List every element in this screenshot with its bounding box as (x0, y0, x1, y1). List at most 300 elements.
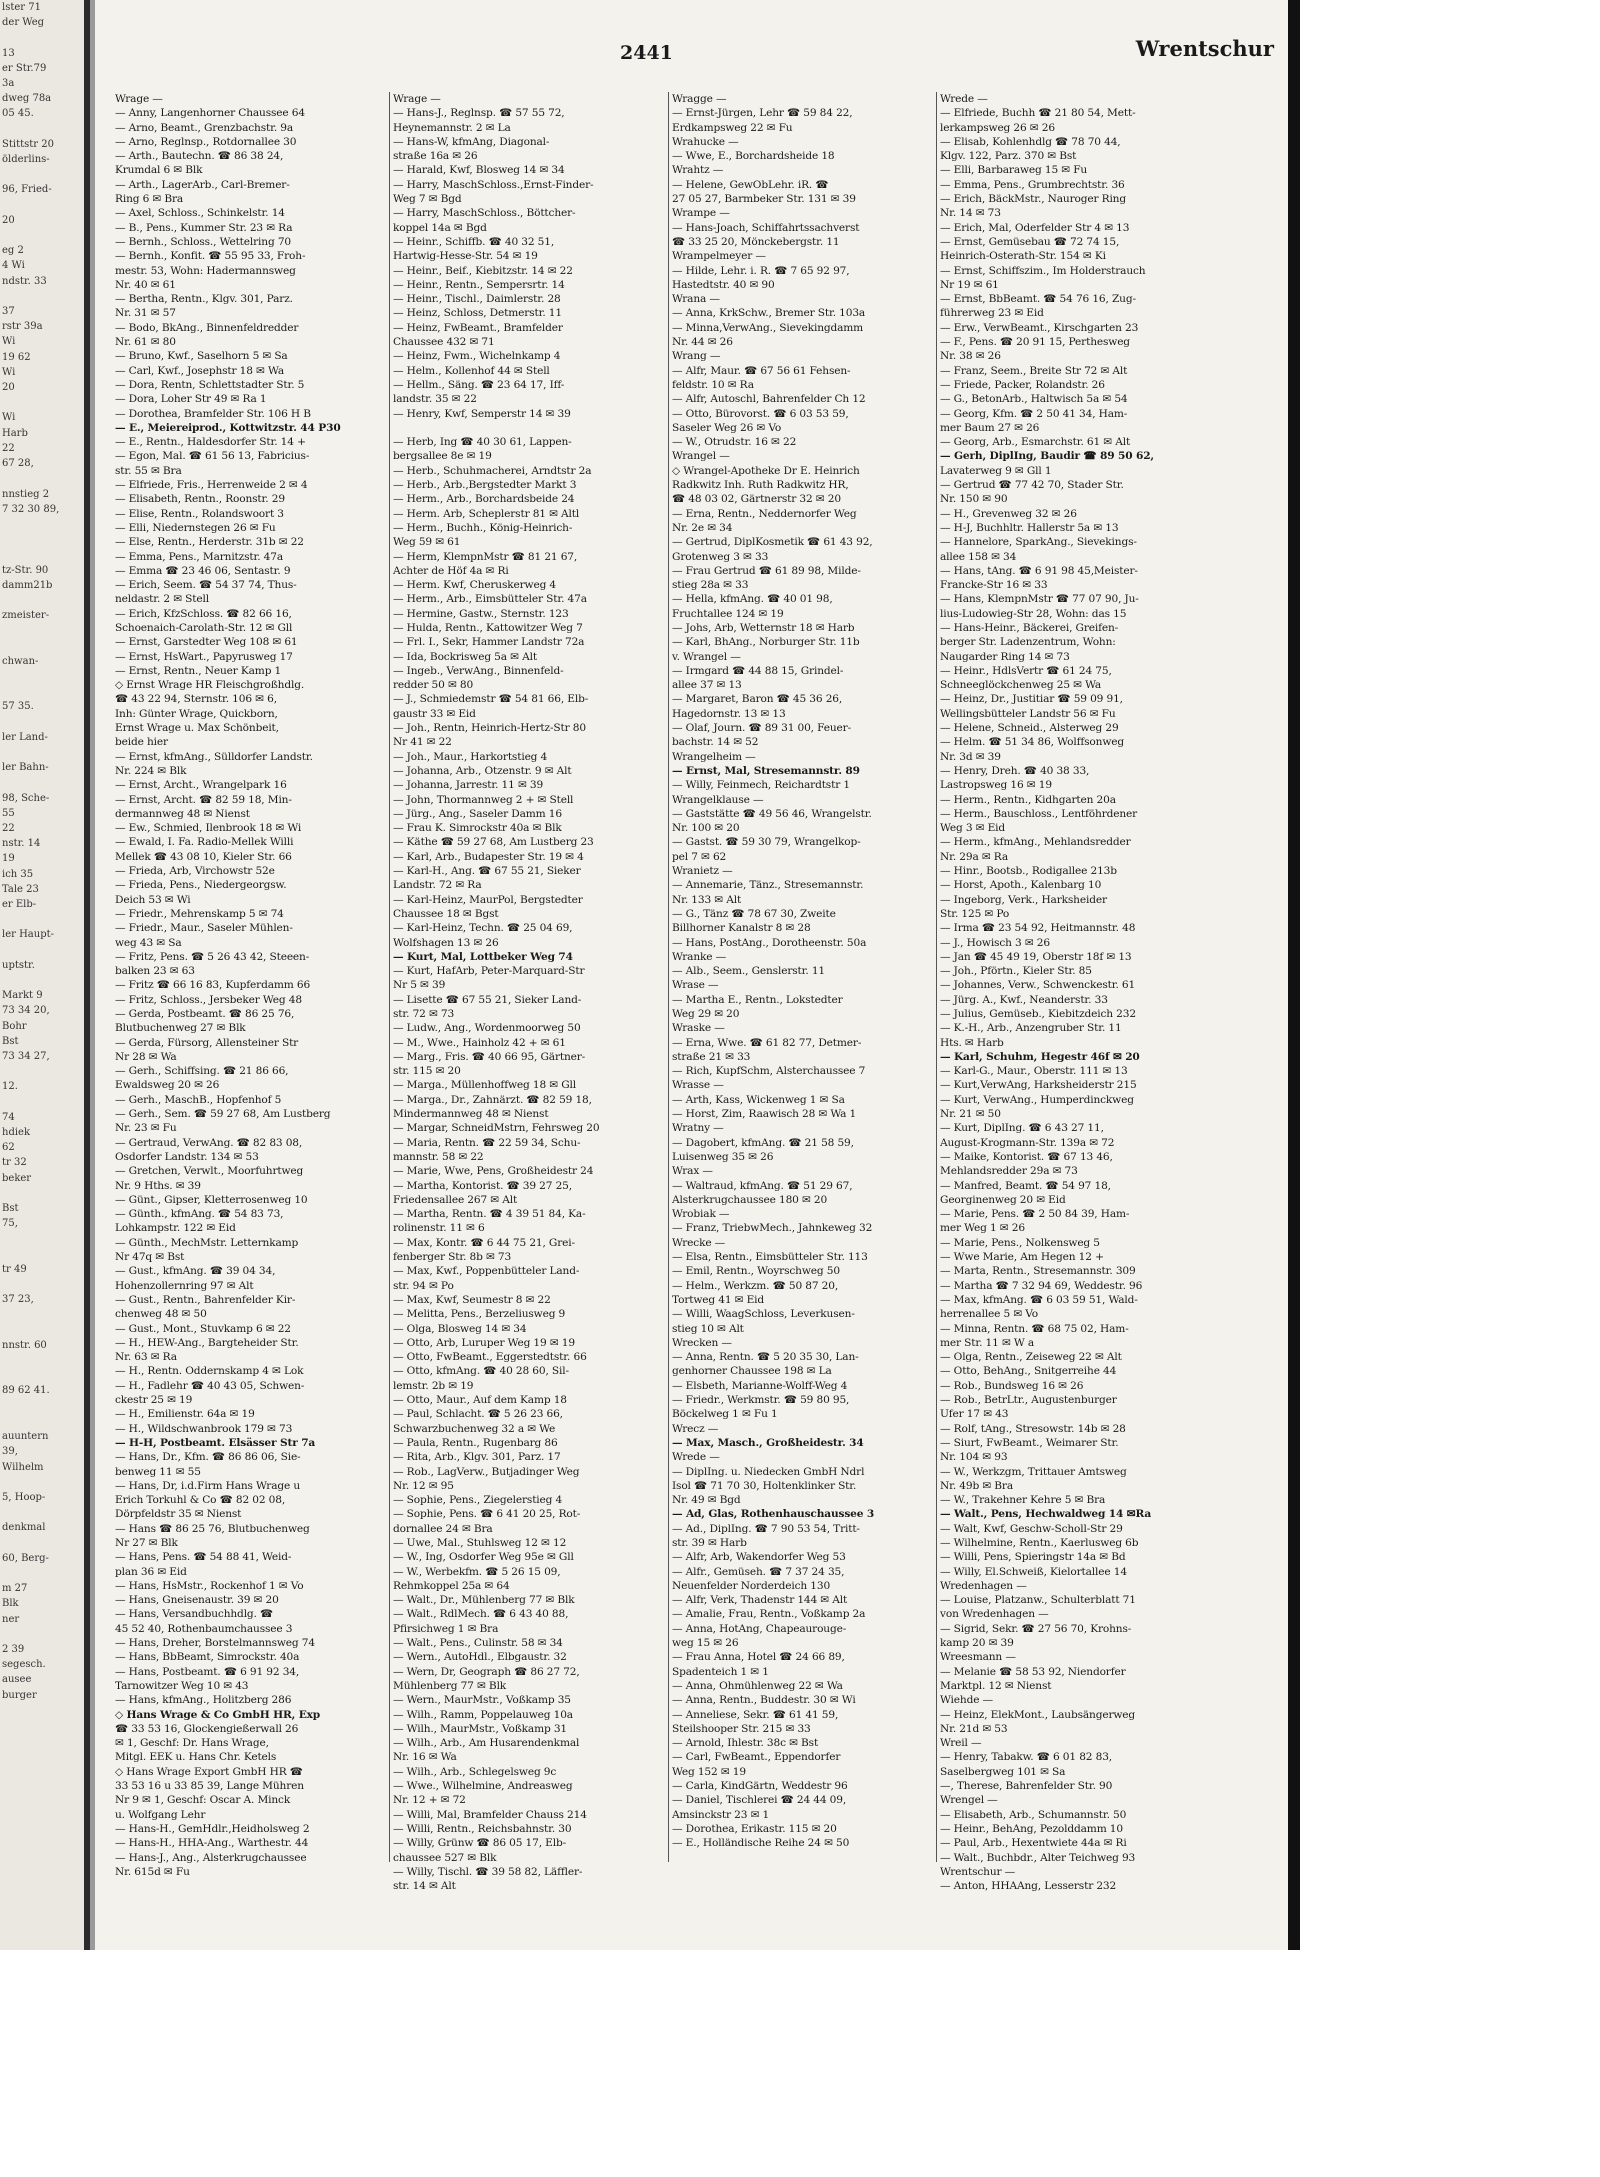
previous-page-fragment: nstr. 14 (2, 838, 41, 850)
directory-entry: — Karl, BhAng., Norburger Str. 11b (672, 636, 860, 649)
previous-page-fragment: 5, Hoop- (2, 1491, 46, 1503)
directory-entry: — Günt., Gipser, Kletterrosenweg 10 (115, 1193, 308, 1206)
directory-entry: Klgv. 122, Parz. 370 ✉ Bst (940, 150, 1077, 163)
directory-entry: Mellek ☎ 43 08 10, Kieler Str. 66 (115, 850, 292, 863)
directory-entry: — DiplIng. u. Niedecken GmbH Ndrl (672, 1465, 865, 1478)
directory-entry: — Ida, Bockrisweg 5a ✉ Alt (393, 650, 537, 663)
directory-entry: Mühlenberg 77 ✉ Blk (393, 1679, 507, 1692)
previous-page-fragment (0, 775, 84, 790)
directory-entry: Nr. 61 ✉ 80 (115, 336, 176, 349)
directory-entry: — Minna,VerwAng., Sievekingdamm (672, 321, 864, 334)
directory-entry: Weg 59 ✉ 61 (393, 536, 461, 549)
directory-entry: — Marie, Pens., Nolkensweg 5 (940, 1236, 1100, 1249)
directory-entry: — Olga, Rentn., Zeiseweg 22 ✉ Alt (940, 1351, 1122, 1364)
previous-page-fragment: rstr 39a (2, 321, 43, 333)
directory-entry: — Hans, Pens. ☎ 54 88 41, Weid- (115, 1551, 292, 1564)
previous-page-fragment: 13 (2, 47, 15, 59)
directory-entry: — Ernst, Archt. ☎ 82 59 18, Min- (115, 793, 292, 806)
directory-entry: — Friedr., Maur., Saseler Mühlen- (115, 922, 293, 935)
directory-entry: — Olga, Blosweg 14 ✉ 34 (393, 1322, 527, 1335)
directory-entry: Nr. 615d ✉ Fu (115, 1865, 190, 1878)
directory-entry: lius-Ludowieg-Str 28, Wohn: das 15 (940, 607, 1127, 620)
directory-entry: — Alfr., Gemüseh. ☎ 7 37 24 35, (672, 1565, 845, 1578)
directory-entry: — Olaf, Journ. ☎ 89 31 00, Feuer- (672, 722, 851, 735)
directory-entry: weg 15 ✉ 26 (672, 1637, 739, 1650)
directory-entry: Nr. 9 Hths. ✉ 39 (115, 1179, 201, 1192)
directory-entry: — W., Otrudstr. 16 ✉ 22 (672, 436, 797, 449)
directory-entry: — Sophie, Pens. ☎ 6 41 20 25, Rot- (393, 1508, 581, 1521)
directory-entry: — Ad, Glas, Rothenhauschaussee 3 (672, 1508, 875, 1521)
previous-page-fragment (0, 1095, 84, 1110)
directory-entry: Nr. 63 ✉ Ra (115, 1351, 177, 1364)
directory-entry: — Anna, HotAng, Chapeaurouge- (672, 1622, 847, 1635)
directory-entry: herrenallee 5 ✉ Vo (940, 1308, 1039, 1321)
directory-entry: — Carl, FwBeamt., Eppendorfer (672, 1751, 841, 1764)
directory-entry: — Emil, Rentn., Woyrschweg 50 (672, 1265, 840, 1278)
previous-page-fragment: Wi (2, 412, 16, 424)
directory-entry: — Erich, KfzSchloss. ☎ 82 66 16, (115, 607, 292, 620)
directory-entry: — Emma, Pens., Grumbrechtstr. 36 (940, 178, 1125, 191)
directory-entry: — Martha, Kontorist. ☎ 39 27 25, (393, 1179, 572, 1192)
surname-heading: Wrangel — (672, 450, 730, 463)
directory-entry: — Johs, Arb, Wetternstr 18 ✉ Harb (672, 621, 855, 634)
directory-entry: — J., Howisch 3 ✉ 26 (940, 936, 1050, 949)
directory-entry: Hartwig-Hesse-Str. 54 ✉ 19 (393, 250, 538, 263)
directory-entry: — Maria, Rentn. ☎ 22 59 34, Schu- (393, 1136, 581, 1149)
previous-page-fragment (0, 517, 84, 532)
directory-entry: — H-H, Postbeamt. Elsässer Str 7a (115, 1436, 316, 1449)
directory-entry: — Ernst-Jürgen, Lehr ☎ 59 84 22, (672, 107, 853, 120)
directory-entry: — Ewald, I. Fa. Radio-Mellek Willi (115, 836, 294, 849)
directory-entry: — Herb., Arb.,Bergstedter Markt 3 (393, 479, 577, 492)
directory-entry: — Joh., Rentn, Heinrich-Hertz-Str 80 (393, 722, 586, 735)
directory-entry: — Fritz ☎ 66 16 83, Kupferdamm 66 (115, 979, 311, 992)
directory-entry: — Hans, kfmAng., Holitzberg 286 (115, 1694, 292, 1707)
directory-entry: Alsterkrugchaussee 180 ✉ 20 (672, 1193, 828, 1206)
previous-page-fragment: zmeister- (2, 610, 50, 622)
directory-entry: Grotenweg 3 ✉ 33 (672, 550, 769, 563)
directory-entry: Nr 27 ✉ Blk (115, 1536, 178, 1549)
directory-entry: Billhorner Kanalstr 8 ✉ 28 (672, 922, 811, 935)
directory-entry: — Herm., Arb., Eimsbütteler Str. 47a (393, 593, 587, 606)
directory-entry: — Rolf, tAng., Stresowstr. 14b ✉ 28 (940, 1422, 1126, 1435)
previous-page-fragment: ölderlins- (2, 154, 50, 166)
directory-entry: — Gerda, Postbeamt. ☎ 86 25 76, (115, 1008, 295, 1020)
previous-page-fragment (0, 30, 84, 45)
directory-entry: — Anna, Rentn. ☎ 5 20 35 30, Lan- (672, 1351, 859, 1364)
previous-page-fragment (0, 1277, 84, 1292)
directory-entry: — Herm, KlempnMstr ☎ 81 21 67, (393, 550, 578, 563)
previous-page-fragment: 57 35. (2, 701, 34, 713)
directory-entry: — Rob., LagVerw., Butjadinger Weg (393, 1465, 580, 1478)
directory-entry: — Arno, Beamt., Grenzbachstr. 9a (115, 121, 294, 134)
directory-entry: — Emma ☎ 23 46 06, Sentastr. 9 (115, 564, 291, 577)
directory-entry: — Frau K. Simrockstr 40a ✉ Blk (393, 822, 562, 835)
previous-page-fragment: 3a (2, 78, 15, 90)
directory-entry: beide hier (115, 736, 168, 749)
directory-entry: — Gerh., MaschB., Hopfenhof 5 (115, 1093, 282, 1106)
directory-entry: koppel 14a ✉ Bgd (393, 221, 487, 234)
directory-entry: — Heinz, Schloss, Detmerstr. 11 (393, 307, 562, 320)
directory-entry: — Walt., Dr., Mühlenberg 77 ✉ Blk (393, 1594, 575, 1607)
directory-entry: — Heinr., Beif., Kiebitzstr. 14 ✉ 22 (393, 264, 573, 277)
directory-entry: genhorner Chaussee 198 ✉ La (672, 1365, 832, 1378)
directory-entry: — E., Meiereiprod., Kottwitzstr. 44 P30 (115, 421, 341, 434)
directory-entry: fenberger Str. 8b ✉ 73 (393, 1251, 512, 1264)
directory-entry: — Daniel, Tischlerei ☎ 24 44 09, (672, 1794, 847, 1807)
directory-entry: Ring 6 ✉ Bra (115, 193, 184, 206)
directory-entry: — Henry, Kwf, Semperstr 14 ✉ 39 (393, 407, 571, 420)
directory-entry: — Dagobert, kfmAng. ☎ 21 58 59, (672, 1136, 854, 1149)
directory-entry: Hagedornstr. 13 ✉ 13 (672, 707, 786, 720)
directory-entry: — Louise, Platzanw., Schulterblatt 71 (940, 1594, 1136, 1607)
directory-entry: ◇ Wrangel-Apotheke Dr E. Heinrich (672, 464, 860, 477)
directory-entry: — Hans, Gneisenaustr. 39 ✉ 20 (115, 1594, 279, 1607)
directory-entry: Chaussee 432 ✉ 71 (393, 336, 495, 349)
directory-entry: — Annemarie, Tänz., Stresemannstr. (672, 879, 864, 892)
directory-entry: — Hans ☎ 86 25 76, Blutbuchenweg (115, 1522, 310, 1535)
page-header (100, 28, 1274, 68)
directory-entry: — H., HEW-Ang., Bargteheider Str. (115, 1336, 299, 1349)
surname-heading: Wrangelklause — (672, 793, 764, 806)
directory-entry: Nr. 23 ✉ Fu (115, 1122, 177, 1135)
directory-entry: — Elfriede, Fris., Herrenweide 2 ✉ 4 (115, 479, 308, 492)
surname-heading: Wraske — (672, 1022, 725, 1035)
directory-entry: — Johanna, Arb., Otzenstr. 9 ✉ Alt (393, 764, 572, 777)
directory-entry: — Rita, Arb., Klgv. 301, Parz. 17 (393, 1451, 561, 1464)
previous-page-fragment (0, 1536, 84, 1551)
directory-entry: — Jan ☎ 45 49 19, Oberstr 18f ✉ 13 (940, 950, 1132, 963)
directory-entry: Nr 47q ✉ Bst (115, 1251, 185, 1264)
directory-entry: — Max, Masch., Großheidestr. 34 (672, 1436, 864, 1449)
directory-entry: — Siurt, FwBeamt., Weimarer Str. (940, 1436, 1119, 1449)
previous-page-fragment (0, 471, 84, 486)
directory-entry: — Friede, Packer, Rolandstr. 26 (940, 378, 1105, 391)
directory-entry: — Erna, Rentn., Neddernorfer Weg (672, 507, 857, 520)
previous-page-fragment: 7 32 30 89, (2, 503, 60, 515)
directory-entry: str. 55 ✉ Bra (115, 464, 182, 477)
previous-page-fragment (0, 943, 84, 958)
directory-entry: — B., Pens., Kummer Str. 23 ✉ Ra (115, 221, 293, 234)
directory-entry: — Arno, Reglnsp., Rotdornallee 30 (115, 135, 297, 148)
directory-entry: — Karl, Arb., Budapester Str. 19 ✉ 4 (393, 850, 584, 863)
directory-entry: — Ernst, Mal, Stresemannstr. 89 (672, 764, 860, 777)
directory-entry: — Anna, Ohmühlenweg 22 ✉ Wa (672, 1679, 843, 1692)
directory-entry: — Ernst, Garstedter Weg 108 ✉ 61 (115, 636, 298, 649)
previous-page-fragment: Wilhelm (2, 1461, 44, 1473)
directory-entry: — Sigrid, Sekr. ☎ 27 56 70, Krohns- (940, 1622, 1132, 1635)
directory-entry: — Hans-W, kfmAng, Diagonal- (393, 135, 550, 148)
directory-entry: — Walt., Buchbdr., Alter Teichweg 93 (940, 1851, 1136, 1864)
directory-entry: Isol ☎ 71 70 30, Holtenklinker Str. (672, 1479, 857, 1492)
previous-page-fragment: 2 39 (2, 1643, 25, 1655)
directory-entry: — Heinr., Schiffb. ☎ 40 32 51, (393, 235, 555, 248)
previous-page-fragment: 73 34 20, (2, 1005, 50, 1017)
surname-heading: Wreil — (940, 1737, 982, 1750)
directory-entry: — Hans, KlempnMstr ☎ 77 07 90, Ju- (940, 593, 1139, 606)
directory-entry: — Alb., Seem., Genslerstr. 11 (672, 965, 825, 978)
directory-entry: balken 23 ✉ 63 (115, 965, 195, 978)
directory-entry: — Maike, Kontorist. ☎ 67 13 46, (940, 1150, 1113, 1163)
previous-page-fragment (0, 1247, 84, 1262)
directory-column-1 (115, 92, 385, 1878)
directory-entry: Nr. 12 + ✉ 72 (393, 1794, 466, 1807)
previous-page-fragment: 55 (2, 807, 15, 819)
directory-entry: — Alfr, Verk, Thadenstr 144 ✉ Alt (672, 1594, 848, 1607)
directory-entry: stieg 10 ✉ Alt (672, 1322, 744, 1335)
previous-page-fragment: damm21b (2, 579, 53, 591)
directory-entry: — H., Grevenweg 32 ✉ 26 (940, 507, 1077, 520)
directory-entry: Chaussee 18 ✉ Bgst (393, 907, 499, 920)
directory-entry: Mitgl. EEK u. Hans Chr. Ketels (115, 1751, 277, 1764)
directory-column-3 (672, 92, 932, 1862)
directory-entry: — Wilhelmine, Rentn., Kaerlusweg 6b (940, 1536, 1139, 1549)
directory-entry: Lohkampstr. 122 ✉ Eid (115, 1222, 236, 1235)
directory-entry: Nr. 21d ✉ 53 (940, 1722, 1008, 1735)
previous-page-fragment: 62 (2, 1142, 15, 1154)
previous-page-fragment: 37 (2, 306, 15, 318)
directory-entry: — Jürg. A., Kwf., Neanderstr. 33 (940, 993, 1108, 1006)
directory-entry: Nr. 38 ✉ 26 (940, 350, 1001, 363)
directory-entry: straße 21 ✉ 33 (672, 1050, 751, 1063)
previous-page-fragment: hdiek (2, 1127, 31, 1139)
previous-page-fragment: ler Bahn- (2, 762, 49, 774)
previous-page-fragment: burger (2, 1689, 37, 1701)
previous-page-fragment (0, 639, 84, 654)
directory-entry: — Willi, WaagSchloss, Leverkusen- (672, 1308, 855, 1321)
previous-page-edge (0, 0, 90, 1950)
previous-page-fragment: 39, (2, 1446, 18, 1458)
directory-entry: — Ew., Schmied, Ilenbrook 18 ✉ Wi (115, 822, 302, 835)
directory-entry: Ufer 17 ✉ 43 (940, 1408, 1009, 1421)
directory-entry: Francke-Str 16 ✉ 33 (940, 579, 1048, 592)
directory-entry: Landstr. 72 ✉ Ra (393, 879, 482, 892)
surname-heading: Wrampelmeyer — (672, 250, 766, 263)
running-head: Wrentschur (1135, 36, 1274, 61)
directory-entry: — Otto, Maur., Auf dem Kamp 18 (393, 1394, 567, 1407)
directory-entry: Radkwitz Inh. Ruth Radkwitz HR, (672, 479, 849, 492)
directory-entry: — Hans, tAng. ☎ 6 91 98 45,Meister- (940, 564, 1138, 577)
directory-entry: — Joh., Pförtn., Kieler Str. 85 (940, 965, 1092, 978)
directory-entry: — Herm., Rentn., Kidhgarten 20a (940, 793, 1116, 806)
directory-entry: — Lisette ☎ 67 55 21, Sieker Land- (393, 993, 582, 1006)
directory-entry: Str. 125 ✉ Po (940, 907, 1010, 920)
previous-page-fragment: 60, Berg- (2, 1552, 49, 1564)
previous-page-fragment: 20 (2, 214, 15, 226)
directory-entry: bergsallee 8e ✉ 19 (393, 450, 492, 463)
directory-entry: — Otto, FwBeamt., Eggerstedtstr. 66 (393, 1351, 587, 1364)
directory-entry: — Hans-J., Reglnsp. ☎ 57 55 72, (393, 107, 565, 120)
directory-entry: — Ernst, Schiffszim., Im Holderstrauch (940, 264, 1146, 277)
directory-entry: — Gerh, DiplIng, Baudir ☎ 89 50 62, (940, 450, 1154, 463)
directory-entry: — Margar, SchneidMstrn, Fehrsweg 20 (393, 1122, 600, 1135)
directory-entry: Nr. 150 ✉ 90 (940, 493, 1008, 506)
directory-entry: bachstr. 14 ✉ 52 (672, 736, 759, 749)
directory-entry: — G., BetonArb., Haltwisch 5a ✉ 54 (940, 393, 1128, 406)
directory-entry: — Dorothea, Bramfelder Str. 106 H B (115, 407, 311, 420)
directory-entry: — Elsa, Rentn., Eimsbütteler Str. 113 (672, 1251, 868, 1264)
directory-column-4 (940, 92, 1185, 1893)
directory-entry: ☎ 33 25 20, Mönckebergstr. 11 (672, 235, 840, 248)
directory-entry: Nr 28 ✉ Wa (115, 1050, 177, 1063)
directory-entry: Georginenweg 20 ✉ Eid (940, 1193, 1066, 1206)
directory-entry: neldastr. 2 ✉ Stell (115, 593, 209, 606)
previous-page-fragment (0, 547, 84, 562)
scan-edge (1288, 0, 1300, 1950)
surname-heading: Wreesmann — (940, 1651, 1016, 1664)
directory-entry: ckestr 25 ✉ 19 (115, 1394, 193, 1407)
directory-entry: — Irma ☎ 23 54 92, Heitmannstr. 48 (940, 922, 1136, 935)
previous-page-fragment (0, 198, 84, 213)
directory-entry: — G., Tänz ☎ 78 67 30, Zweite (672, 907, 836, 920)
directory-entry: — Hans, Dr., Kfm. ☎ 86 86 06, Sie- (115, 1451, 301, 1464)
directory-entry: — Axel, Schloss., Schinkelstr. 14 (115, 207, 285, 220)
directory-entry: Lavaterweg 9 ✉ Gll 1 (940, 464, 1052, 477)
previous-page-fragment (0, 1064, 84, 1079)
previous-page-fragment: segesch. (2, 1659, 46, 1671)
previous-page-fragment (0, 289, 84, 304)
directory-entry: — Heinz, Fwm., Wichelnkamp 4 (393, 350, 561, 363)
surname-heading: Wratny — (672, 1122, 724, 1135)
directory-entry: allee 37 ✉ 13 (672, 679, 742, 692)
surname-heading: v. Wrangel — (672, 650, 741, 663)
directory-entry: u. Wolfgang Lehr (115, 1808, 206, 1821)
directory-entry: — Günth., MechMstr. Letternkamp (115, 1236, 299, 1249)
previous-page-fragment: ausee (2, 1674, 32, 1686)
directory-entry: mer Weg 1 ✉ 26 (940, 1222, 1025, 1235)
directory-entry: — Karl-Heinz, Techn. ☎ 25 04 69, (393, 922, 573, 935)
directory-entry: — Frieda, Arb, Virchowstr 52e (115, 865, 275, 878)
previous-page-fragment: m 27 (2, 1583, 28, 1595)
directory-entry: — Ernst, Rentn., Neuer Kamp 1 (115, 664, 282, 677)
directory-entry: — Walt., Pens., Culinstr. 58 ✉ 34 (393, 1637, 563, 1650)
directory-entry: Nr 41 ✉ 22 (393, 736, 452, 749)
directory-entry: — Gaststätte ☎ 49 56 46, Wrangelstr. (672, 807, 872, 820)
directory-entry: — Anna, Rentn., Buddestr. 30 ✉ Wi (672, 1694, 856, 1707)
directory-entry: — Alfr, Autoschl, Bahrenfelder Ch 12 (672, 393, 866, 406)
directory-entry: — Johannes, Verw., Schwenckestr. 61 (940, 979, 1136, 992)
directory-entry: Inh: Günter Wrage, Quickborn, (115, 707, 278, 720)
surname-heading: Wrangelheim — (672, 750, 756, 763)
directory-entry: — Hilde, Lehr. i. R. ☎ 7 65 92 97, (672, 264, 850, 277)
directory-entry: — Dorothea, Erikastr. 115 ✉ 20 (672, 1822, 837, 1835)
directory-entry: — Martha E., Rentn., Lokstedter (672, 993, 843, 1006)
directory-entry: Nr. 31 ✉ 57 (115, 307, 176, 320)
directory-entry: — Friedr., Mehrenskamp 5 ✉ 74 (115, 907, 284, 920)
directory-entry: — Willy, El.Schweiß, Kielortallee 14 (940, 1565, 1127, 1578)
directory-entry: — Alfr, Arb, Wakendorfer Weg 53 (672, 1551, 846, 1564)
directory-entry: — H., Wildschwanbrook 179 ✉ 73 (115, 1422, 293, 1435)
directory-entry: Wolfshagen 13 ✉ 26 (393, 936, 499, 949)
directory-entry: — Hans, BbBeamt, Simrockstr. 40a (115, 1651, 300, 1664)
directory-entry: — Henry, Dreh. ☎ 40 38 33, (940, 764, 1090, 777)
directory-entry: Fruchtallee 124 ✉ 19 (672, 607, 784, 620)
surname-heading: Wrage — (393, 93, 441, 105)
directory-entry: — F., Pens. ☎ 20 91 15, Perthesweg (940, 336, 1130, 349)
directory-entry: — Wern., MaurMstr., Voßkamp 35 (393, 1694, 571, 1707)
directory-entry: lemstr. 2b ✉ 19 (393, 1379, 474, 1392)
directory-entry: mannstr. 58 ✉ 22 (393, 1150, 484, 1163)
surname-heading: Wrede — (672, 1451, 720, 1464)
previous-page-fragment: 89 62 41. (2, 1385, 50, 1397)
directory-entry: dornallee 24 ✉ Bra (393, 1522, 493, 1535)
directory-entry: — E., Holländische Reihe 24 ✉ 50 (672, 1837, 850, 1850)
directory-entry: Tortweg 41 ✉ Eid (672, 1293, 765, 1306)
directory-entry: Tarnowitzer Weg 10 ✉ 43 (115, 1679, 249, 1692)
directory-column-2 (393, 92, 663, 1893)
directory-entry: Böckelweg 1 ✉ Fu 1 (672, 1408, 778, 1421)
directory-entry: — Hellm., Säng. ☎ 23 64 17, Iff- (393, 378, 565, 391)
directory-entry: — Wern., AutoHdl., Elbgaustr. 32 (393, 1651, 567, 1664)
surname-heading: Wredenhagen — (940, 1579, 1027, 1592)
directory-entry: Krumdal 6 ✉ Blk (115, 164, 203, 177)
directory-entry: — Anny, Langenhorner Chaussee 64 (115, 107, 305, 120)
directory-entry: Blutbuchenweg 27 ✉ Blk (115, 1022, 246, 1035)
directory-entry: — Harry, MaschSchloss.,Ernst-Finder- (393, 178, 594, 191)
directory-entry: — Harald, Kwf, Blosweg 14 ✉ 34 (393, 164, 565, 177)
directory-entry: Nr 19 ✉ 61 (940, 278, 999, 291)
directory-entry: feldstr. 10 ✉ Ra (672, 378, 754, 391)
directory-entry: — Carl, Kwf., Josephstr 18 ✉ Wa (115, 364, 284, 377)
directory-entry: — Horst, Zim, Raawisch 28 ✉ Wa 1 (672, 1108, 857, 1121)
directory-entry: Hohenzollernring 97 ✉ Alt (115, 1279, 254, 1292)
directory-entry: — W., Werkzgm, Trittauer Amtsweg (940, 1465, 1127, 1478)
surname-heading: Wrobiak — (672, 1208, 730, 1221)
previous-page-fragment: nnstieg 2 (2, 488, 50, 500)
directory-entry: — Elisabeth, Rentn., Roonstr. 29 (115, 493, 285, 506)
previous-page-fragment (0, 684, 84, 699)
previous-page-fragment: lster 71 (2, 2, 41, 13)
directory-entry: — Irmgard ☎ 44 88 15, Grindel- (672, 664, 844, 677)
directory-entry: — Henry, Tabakw. ☎ 6 01 82 83, (940, 1751, 1113, 1764)
directory-entry: — Frl. I., Sekr, Hammer Landstr 72a (393, 636, 585, 649)
directory-entry: — Ad., DiplIng. ☎ 7 90 53 54, Tritt- (672, 1522, 860, 1535)
directory-entry: — Waltraud, kfmAng. ☎ 51 29 67, (672, 1179, 853, 1192)
surname-heading: Wrage — (115, 93, 163, 105)
directory-entry: — H., Fadlehr ☎ 40 43 05, Schwen- (115, 1379, 305, 1392)
directory-entry: — Heinr., Rentn., Sempersrtr. 14 (393, 278, 565, 291)
directory-entry: — Paul, Schlacht. ☎ 5 26 23 66, (393, 1408, 563, 1421)
directory-entry: — Hans, Dr, i.d.Firm Hans Wrage u (115, 1479, 301, 1492)
previous-page-fragment: 22 (2, 442, 15, 454)
previous-page-fragment: tr 49 (2, 1263, 27, 1275)
directory-entry: — Gretchen, Verwlt., Moorfuhrtweg (115, 1165, 304, 1178)
directory-entry: Mehlandsredder 29a ✉ 73 (940, 1165, 1078, 1178)
previous-page-fragment: ndstr. 33 (2, 275, 47, 287)
directory-entry: Schneeglöckchenweg 25 ✉ Wa (940, 679, 1102, 692)
directory-entry: Nr. 49 ✉ Bgd (672, 1494, 741, 1507)
directory-entry: Lastropsweg 16 ✉ 19 (940, 779, 1052, 792)
directory-entry: — Heinz, Dr., Justitiar ☎ 59 09 91, (940, 693, 1123, 706)
directory-entry: Spadenteich 1 ✉ 1 (672, 1665, 769, 1678)
previous-page-fragment: chwan- (2, 655, 39, 667)
previous-page-fragment: er Str.79 (2, 62, 47, 74)
previous-page-fragment: 37 23, (2, 1294, 34, 1306)
directory-entry: — Wilh., Arb., Am Husarendenkmal (393, 1737, 580, 1750)
directory-entry: — Emma, Pens., Marnitzstr. 47a (115, 550, 284, 563)
directory-entry: — Otto, BehAng., Snitgerreihe 44 (940, 1365, 1117, 1378)
previous-page-fragment: Harb (2, 427, 28, 439)
directory-entry: Rehmkoppel 25a ✉ 64 (393, 1579, 510, 1592)
directory-entry: — Bernh., Schloss., Wettelring 70 (115, 235, 292, 248)
directory-entry: — Gust., Mont., Stuvkamp 6 ✉ 22 (115, 1322, 291, 1335)
directory-entry: — Georg, Arb., Esmarchstr. 61 ✉ Alt (940, 436, 1131, 449)
surname-heading: Wrecz — (672, 1422, 719, 1435)
previous-page-fragment (0, 1475, 84, 1490)
directory-entry: 33 53 16 u 33 85 39, Lange Mühren (115, 1780, 304, 1793)
directory-entry: — Elli, Barbaraweg 15 ✉ Fu (940, 164, 1088, 177)
directory-entry: Nr 5 ✉ 39 (393, 979, 446, 992)
